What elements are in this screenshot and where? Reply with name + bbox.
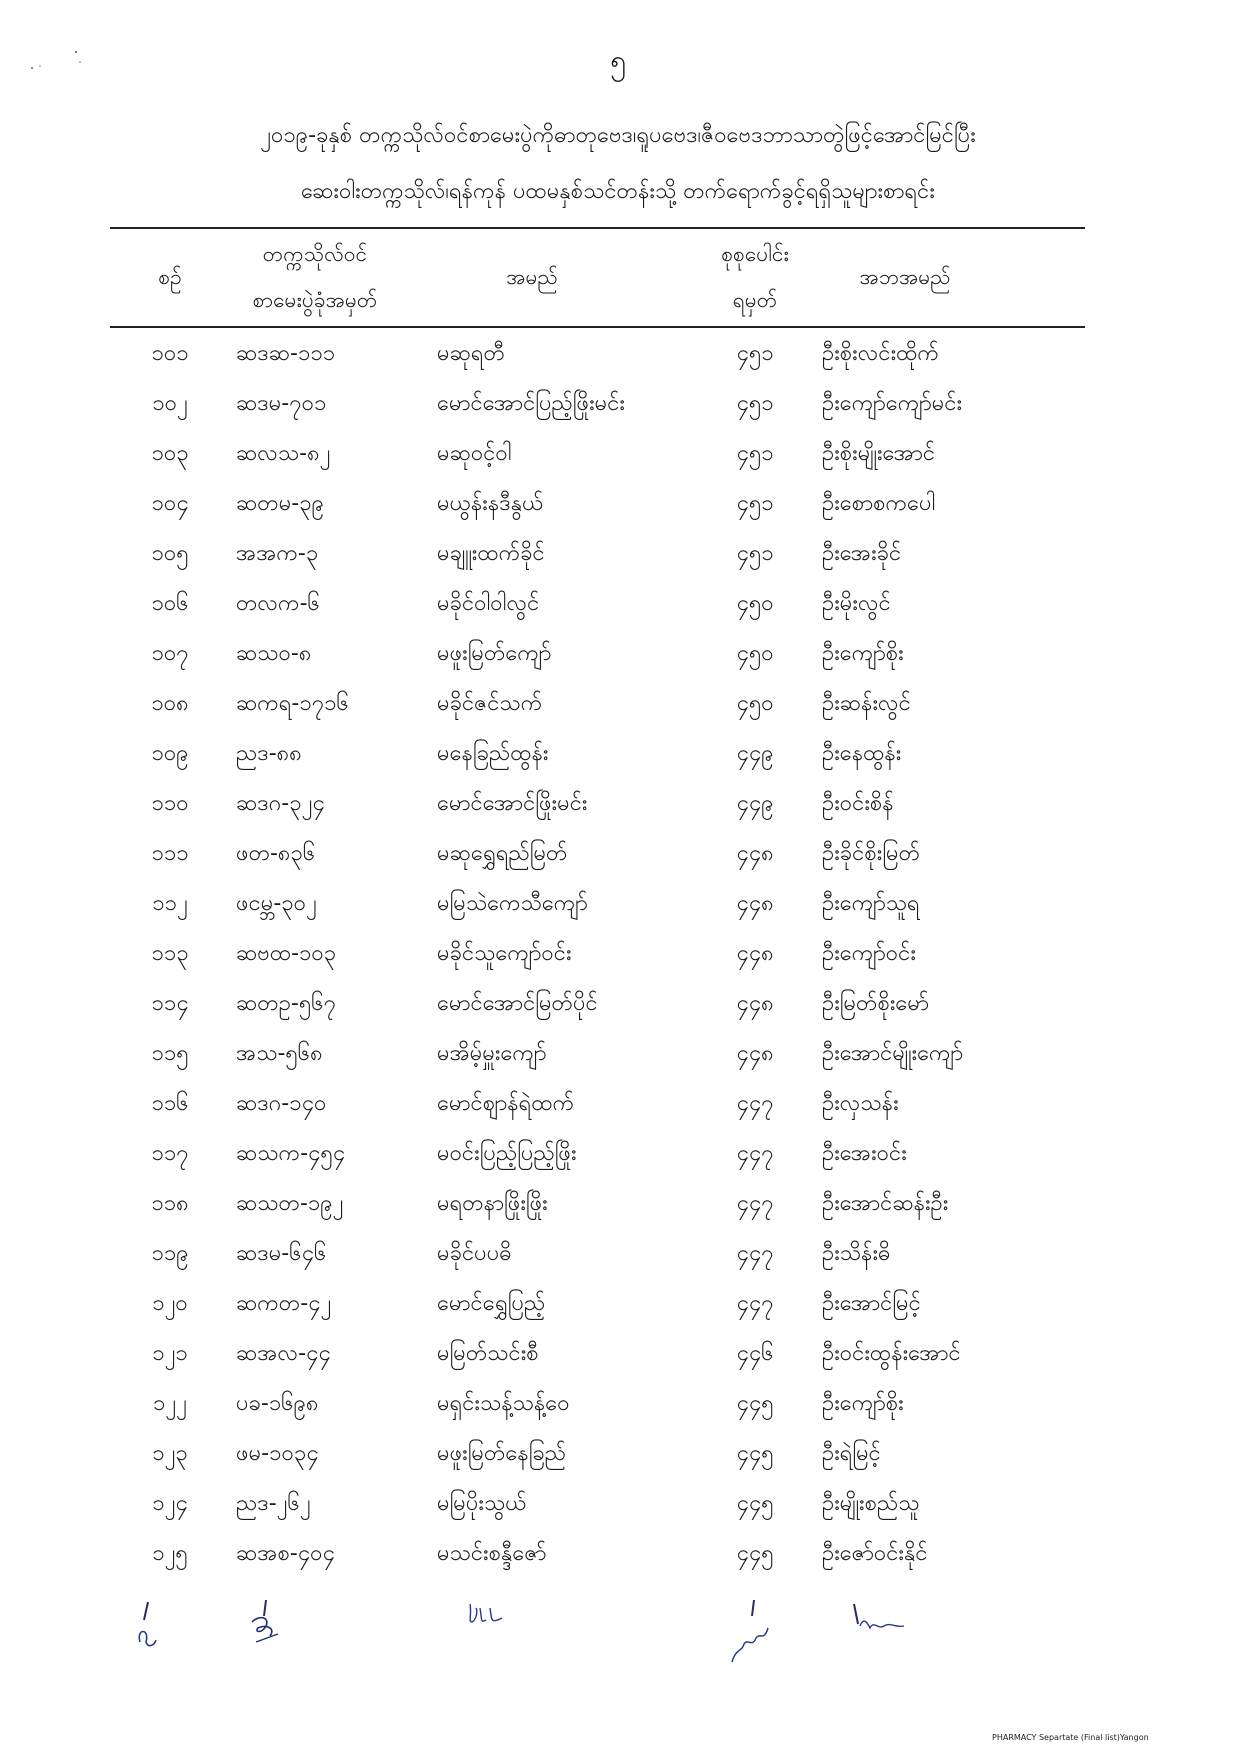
cell-roll-number: ဆသတ-၁၉၂ xyxy=(236,1191,344,1216)
cell-total-marks: ၄၅၁ xyxy=(736,491,774,516)
table-row xyxy=(0,1279,1236,1329)
cell-roll-number: ဆဗထ-၁၀၃ xyxy=(236,941,337,966)
cell-serial: ၁၂၀ xyxy=(152,1291,188,1316)
cell-total-marks: ၄၄၉ xyxy=(736,791,774,816)
cell-serial: ၁၀၁ xyxy=(151,341,189,366)
cell-roll-number: ဖမ-၁၀၃၄ xyxy=(236,1441,319,1466)
cell-name: မချူးထက်ခိုင် xyxy=(437,541,545,566)
table-row xyxy=(0,729,1236,779)
cell-roll-number: ဖငမ္ဘ-၃၀၂ xyxy=(236,891,317,916)
table-row xyxy=(0,1429,1236,1479)
cell-roll-number: ဆဒမ-၇၀၁ xyxy=(236,391,327,416)
cell-roll-number: ဆတဥ-၅၆၇ xyxy=(236,991,336,1016)
cell-serial: ၁၁၇ xyxy=(151,1141,189,1166)
cell-serial: ၁၀၆ xyxy=(151,591,189,616)
cell-name: မဆုရွှေရည်မြတ် xyxy=(437,841,568,866)
cell-serial: ၁၀၉ xyxy=(151,741,189,766)
cell-father-name: ဦးစိုးလင်းထိုက် xyxy=(822,341,939,366)
cell-total-marks: ၄၅၀ xyxy=(736,691,774,716)
cell-father-name: ဦးလှသန်း xyxy=(822,1091,899,1116)
cell-roll-number: ဆသက-၄၅၄ xyxy=(236,1141,346,1166)
cell-name: မဝင်းပြည့်ပြည့်ဖြိုး xyxy=(437,1141,577,1166)
cell-serial: ၁၂၂ xyxy=(153,1391,187,1416)
cell-serial: ၁၂၅ xyxy=(152,1541,188,1566)
cell-total-marks: ၄၄၇ xyxy=(736,1291,774,1316)
cell-name: မအိမ့်မှူးကျော် xyxy=(437,1041,547,1066)
table-row xyxy=(0,979,1236,1029)
cell-name: မရတနာဖြိုးဖြိုး xyxy=(437,1191,548,1216)
cell-father-name: ဦးအေးခိုင် xyxy=(822,541,902,566)
signature-2 xyxy=(236,1598,296,1658)
header-name: အမည် xyxy=(506,265,558,289)
cell-name: မခိုင်သူကျော်ဝင်း xyxy=(437,941,572,966)
header-total-marks: စုစုပေါင်း ရမှတ် xyxy=(721,242,789,312)
table-row xyxy=(0,1079,1236,1129)
table-row xyxy=(0,829,1236,879)
cell-name: မောင်ရွှေပြည့် xyxy=(437,1291,546,1316)
table-row xyxy=(0,1129,1236,1179)
header-father-name: အဘအမည် xyxy=(859,265,951,289)
cell-father-name: ဦးစိုးမျိုးအောင် xyxy=(822,441,936,466)
cell-name: မဆုရတီ xyxy=(437,341,505,366)
table-row xyxy=(0,1329,1236,1379)
signature-4 xyxy=(724,1598,784,1668)
cell-serial: ၁၂၄ xyxy=(152,1491,188,1516)
cell-father-name: ဦးကျော်ကျော်မင်း xyxy=(822,391,963,416)
signature-1 xyxy=(128,1598,178,1658)
cell-father-name: ဦးစောစကပေါ xyxy=(822,491,936,516)
cell-total-marks: ၄၄၈ xyxy=(736,841,774,866)
cell-father-name: ဦးကျော်စိုး xyxy=(822,641,904,666)
cell-roll-number: ဆဒမ-၆၄၆ xyxy=(236,1241,327,1266)
cell-name: မဆုဝင့်ဝါ xyxy=(437,441,512,466)
cell-total-marks: ၄၅၁ xyxy=(736,441,774,466)
table-row xyxy=(0,1229,1236,1279)
cell-total-marks: ၄၄၇ xyxy=(736,1241,774,1266)
cell-roll-number: ဆအစ-၄၀၄ xyxy=(236,1541,335,1566)
cell-total-marks: ၄၄၇ xyxy=(736,1191,774,1216)
cell-father-name: ဦးအေးဝင်း xyxy=(822,1141,907,1166)
cell-father-name: ဦးဆန်းလွင် xyxy=(822,691,911,716)
cell-serial: ၁၁၂ xyxy=(152,891,188,916)
cell-serial: ၁၀၂ xyxy=(152,391,188,416)
cell-father-name: ဦးမြတ်စိုးမော် xyxy=(822,991,929,1016)
cell-father-name: ဦးအောင်ဆန်းဦး xyxy=(822,1191,949,1216)
cell-name: မဖူးမြတ်ကျော် xyxy=(437,641,552,666)
table-row xyxy=(0,479,1236,529)
cell-serial: ၁၁၁ xyxy=(151,841,189,866)
title-line-2: ဆေးဝါးတက္ကသိုလ်၊ရန်ကုန် ပထမနှစ်သင်တန်းသို့ တက်ရောက်ခွင့်ရရှိသူများစာရင်း xyxy=(301,179,935,204)
signature-5 xyxy=(846,1598,916,1638)
table-row xyxy=(0,1529,1236,1579)
cell-name: မောင်အောင်ပြည့်ဖြိုးမင်း xyxy=(437,391,626,416)
cell-roll-number: ဆကရ-၁၇၁၆ xyxy=(236,691,349,716)
table-row xyxy=(0,1379,1236,1429)
cell-total-marks: ၄၄၈ xyxy=(736,991,774,1016)
cell-father-name: ဦးကျော်စိုး xyxy=(822,1391,904,1416)
cell-serial: ၁၀၈ xyxy=(151,691,189,716)
title-line-1: ၂၀၁၉-ခုနှစ် တက္ကသိုလ်ဝင်စာမေးပွဲကိုဓာတုဗေဒ၊ရူပဗေဒ၊ဇီဝဗေဒဘာသာတွဲဖြင့်အောင်မြင်ပြီး xyxy=(260,123,976,148)
cell-father-name: ဦးနေထွန်း xyxy=(822,741,902,766)
cell-name: မခိုင်ဇင်သက် xyxy=(437,691,543,716)
table-row xyxy=(0,1179,1236,1229)
table-header-rule xyxy=(110,326,1085,328)
cell-name: မောင်ဈာန်ရဲထက် xyxy=(437,1091,575,1116)
table-row xyxy=(0,1479,1236,1529)
cell-total-marks: ၄၄၈ xyxy=(736,941,774,966)
cell-serial: ၁၁၆ xyxy=(151,1091,189,1116)
cell-total-marks: ၄၄၇ xyxy=(736,1091,774,1116)
cell-total-marks: ၄၄၈ xyxy=(736,891,774,916)
cell-father-name: ဦးကျော်ဝင်း xyxy=(822,941,916,966)
header-serial: စဉ် xyxy=(158,265,182,289)
cell-father-name: ဦးအောင်မျိုးကျော် xyxy=(822,1041,964,1066)
table-row xyxy=(0,679,1236,729)
cell-roll-number: ဖတ-၈၃၆ xyxy=(236,841,316,866)
cell-serial: ၁၀၃ xyxy=(151,441,189,466)
table-row xyxy=(0,929,1236,979)
cell-father-name: ဦးအောင်မြင့် xyxy=(822,1291,921,1316)
footer-note: PHARMACY Separtate (Final list)Yangon xyxy=(992,1733,1149,1742)
table-row xyxy=(0,779,1236,829)
cell-father-name: ဦးရဲမြင့် xyxy=(822,1441,881,1466)
cell-name: မောင်အောင်မြတ်ပိုင် xyxy=(437,991,598,1016)
signature-3 xyxy=(462,1598,522,1638)
cell-total-marks: ၄၄၈ xyxy=(736,1041,774,1066)
cell-serial: ၁၀၇ xyxy=(151,641,189,666)
cell-name: မခိုင်ဝါဝါလွင် xyxy=(437,591,540,616)
cell-father-name: ဦးသိန်းဓိ xyxy=(822,1241,891,1266)
table-row xyxy=(0,629,1236,679)
cell-father-name: ဦးမျိုးစည်သူ xyxy=(822,1491,920,1516)
cell-total-marks: ၄၅၁ xyxy=(736,541,774,566)
cell-roll-number: အသ-၅၆၈ xyxy=(236,1041,323,1066)
cell-roll-number: ဆသဝ-၈ xyxy=(236,641,312,666)
cell-roll-number: တလက-၆ xyxy=(236,591,320,616)
table-row xyxy=(0,329,1236,379)
cell-roll-number: ဆဒဂ-၁၄၀ xyxy=(236,1091,327,1116)
table-row xyxy=(0,429,1236,479)
cell-serial: ၁၁၄ xyxy=(151,991,189,1016)
cell-father-name: ဦးဝင်းထွန်းအောင် xyxy=(822,1341,961,1366)
cell-total-marks: ၄၄၅ xyxy=(736,1541,774,1566)
cell-total-marks: ၄၅၀ xyxy=(736,641,774,666)
document-title xyxy=(0,108,1236,220)
cell-name: မမြသဲကေသီကျော် xyxy=(437,891,588,916)
cell-total-marks: ၄၄၅ xyxy=(736,1441,774,1466)
cell-father-name: ဦးကျော်သူရ xyxy=(822,891,920,916)
table-row xyxy=(0,879,1236,929)
cell-total-marks: ၄၄၉ xyxy=(736,741,774,766)
table-row xyxy=(0,579,1236,629)
cell-serial: ၁၁၅ xyxy=(151,1041,189,1066)
cell-name: မောင်အောင်ဖြိုးမင်း xyxy=(437,791,588,816)
cell-total-marks: ၄၄၇ xyxy=(736,1141,774,1166)
cell-serial: ၁၁၀ xyxy=(151,791,189,816)
cell-roll-number: အအက-၃ xyxy=(236,541,319,566)
cell-name: မရှင်းသန့်သန့်ဝေ xyxy=(437,1391,570,1416)
table-row xyxy=(0,379,1236,429)
cell-total-marks: ၄၅၀ xyxy=(736,591,774,616)
cell-name: မမြတ်သင်းစီ xyxy=(437,1341,539,1366)
cell-total-marks: ၄၅၁ xyxy=(736,391,774,416)
cell-roll-number: ဆဒဂ-၃၂၄ xyxy=(236,791,325,816)
cell-roll-number: ညဒ-၈၈ xyxy=(236,741,302,766)
cell-serial: ၁၀၄ xyxy=(151,491,189,516)
cell-roll-number: ဆအလ-၄၄ xyxy=(236,1341,331,1366)
cell-father-name: ဦးဇော်ဝင်းနိုင် xyxy=(822,1541,928,1566)
cell-name: မသင်းစန္ဒီဇော် xyxy=(437,1541,547,1566)
cell-name: မမြပိုးသွယ် xyxy=(437,1491,527,1516)
table-row xyxy=(0,529,1236,579)
cell-name: မယွန်းနဒီနွယ် xyxy=(437,491,544,516)
cell-serial: ၁၁၈ xyxy=(151,1191,189,1216)
cell-total-marks: ၄၅၁ xyxy=(736,341,774,366)
cell-roll-number: ညဒ-၂၆၂ xyxy=(236,1491,311,1516)
cell-name: မခိုင်ပပဓိ xyxy=(437,1241,512,1266)
cell-father-name: ဦးဝင်းစိန် xyxy=(822,791,894,816)
cell-total-marks: ၄၄၅ xyxy=(736,1391,774,1416)
cell-father-name: ဦးခိုင်စိုးမြတ် xyxy=(822,841,921,866)
cell-roll-number: ပခ-၁၆၉၈ xyxy=(236,1391,319,1416)
cell-roll-number: ဆလသ-၈၂ xyxy=(236,441,331,466)
cell-serial: ၁၀၅ xyxy=(151,541,189,566)
cell-name: မဖူးမြတ်နေခြည် xyxy=(437,1441,567,1466)
cell-serial: ၁၂၁ xyxy=(152,1341,188,1366)
cell-total-marks: ၄၄၆ xyxy=(736,1341,774,1366)
page-number: ၅ xyxy=(610,44,626,77)
cell-name: မနေခြည်ထွန်း xyxy=(437,741,549,766)
cell-serial: ၁၁၃ xyxy=(151,941,189,966)
cell-father-name: ဦးမိုးလွင် xyxy=(822,591,891,616)
cell-total-marks: ၄၄၅ xyxy=(736,1491,774,1516)
table-row xyxy=(0,1029,1236,1079)
cell-serial: ၁၂၃ xyxy=(152,1441,188,1466)
cell-roll-number: ဆတမ-၃၉ xyxy=(236,491,324,516)
cell-roll-number: ဆဒဆ-၁၁၁ xyxy=(236,341,336,366)
cell-roll-number: ဆကတ-၄၂ xyxy=(236,1291,332,1316)
header-roll-number: တက္ကသိုလ်ဝင် စာမေးပွဲခုံအမှတ် xyxy=(252,242,378,312)
cell-serial: ၁၁၉ xyxy=(151,1241,189,1266)
